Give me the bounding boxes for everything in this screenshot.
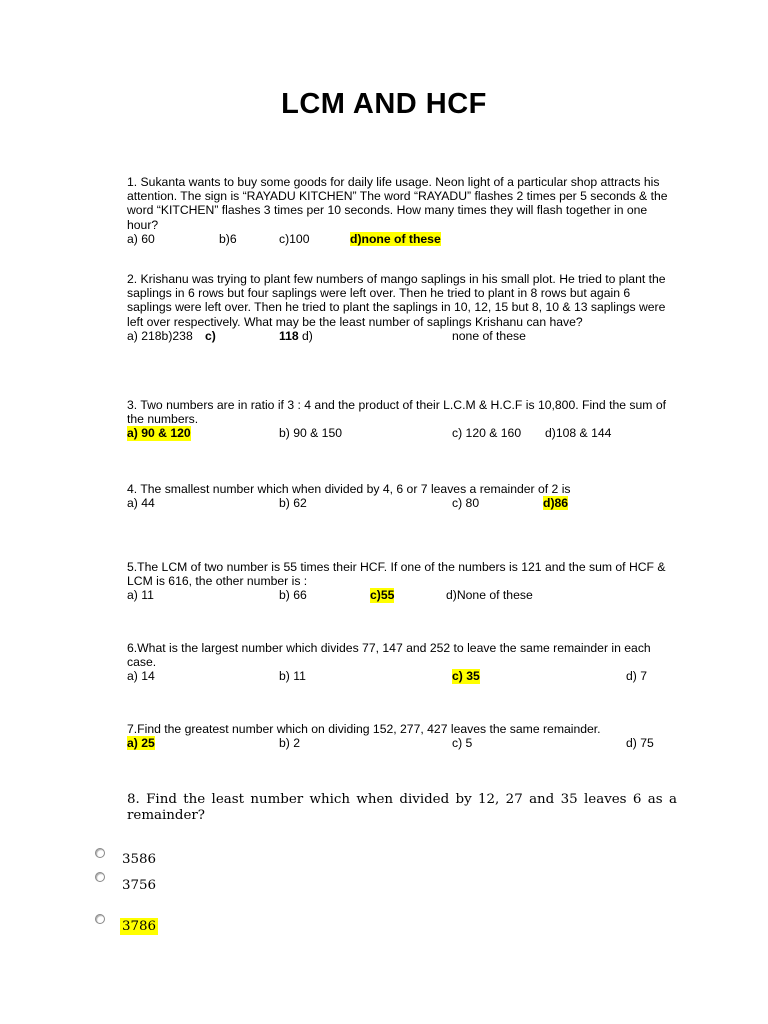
option-c: c)100 <box>279 231 310 246</box>
option-b: b) 90 & 150 <box>279 426 343 441</box>
option-a-b: a) 218b)238 <box>127 328 193 343</box>
question-7-options <box>127 736 677 751</box>
option-a: a) 60 <box>127 231 155 246</box>
option-d-label: d) <box>302 328 313 343</box>
option-d: d) 75 <box>626 736 654 751</box>
option-b: b) 66 <box>279 588 307 603</box>
option-d-answer: d)none of these <box>350 231 441 246</box>
option-2-label: 3756 <box>122 878 157 893</box>
option-a: a) 11 <box>127 588 154 603</box>
question-7-text: 7.Find the greatest number which on dividing 152, 277, 427 leaves the same remainder. <box>127 722 601 736</box>
question-8-text: 8. Find the least number which when divided by 12, 27 and 35 leaves 6 as a remainder? <box>127 792 677 823</box>
option-d-answer: d)86 <box>543 496 569 511</box>
question-6 <box>127 641 677 684</box>
option-d: d) 7 <box>626 669 648 684</box>
question-3-options <box>127 426 677 441</box>
radio-option-3[interactable] <box>95 914 105 924</box>
option-b: b)6 <box>219 231 237 246</box>
radio-option-1[interactable] <box>95 848 105 858</box>
question-4-options <box>127 496 677 511</box>
question-5-options <box>127 588 677 603</box>
option-c: c) 5 <box>452 736 473 751</box>
option-a: a) 14 <box>127 669 155 684</box>
option-a: a) 44 <box>127 496 155 511</box>
question-6-text: 6.What is the largest number which divides 77, 147 and 252 to leave the same remainder in each case. <box>127 641 651 670</box>
question-7 <box>127 722 677 751</box>
radio-option-2[interactable] <box>95 872 105 882</box>
option-d: d)108 & 144 <box>545 426 612 441</box>
question-2-text: 2. Krishanu was trying to plant few numbers of mango saplings in his small plot. He tried to plant the saplings in 6 rows but four saplings were left over. Then he tried to plant in 8 rows but again 6 saplings were left over. Then he tried to plant the saplings in 10, 12, 15 but 8, 10 & 13 saplings were left over respectively. What may be the least number of saplings Krishanu can have? <box>127 272 666 329</box>
question-5-text: 5.The LCM of two number is 55 times their HCF. If one of the numbers is 121 and the sum of HCF & LCM is 616, the other number is : <box>127 560 666 589</box>
page-title: LCM AND HCF <box>281 88 487 120</box>
option-d: d)None of these <box>446 588 533 603</box>
option-c-label: c) <box>205 328 216 343</box>
question-3-text: 3. Two numbers are in ratio if 3 : 4 and the product of their L.C.M & H.C.F is 10,800. Find the sum of the numbers. <box>127 398 666 427</box>
question-4 <box>127 482 677 511</box>
option-d-text: none of these <box>452 328 526 343</box>
question-1-options <box>127 232 677 247</box>
option-c: c) 120 & 160 <box>452 426 522 441</box>
question-1 <box>127 175 677 247</box>
option-a-answer: a) 25 <box>127 736 155 751</box>
option-b: b) 11 <box>279 669 306 684</box>
question-2 <box>127 272 677 344</box>
option-b: b) 2 <box>279 736 301 751</box>
option-c: c) 80 <box>452 496 480 511</box>
option-1-label: 3586 <box>122 852 157 867</box>
question-3 <box>127 398 677 441</box>
question-2-options <box>127 329 677 344</box>
question-4-text: 4. The smallest number which when divided by 4, 6 or 7 leaves a remainder of 2 is <box>127 482 571 496</box>
question-5 <box>127 560 677 603</box>
question-1-text: 1. Sukanta wants to buy some goods for daily life usage. Neon light of a particular shop attracts his attention. The sign is “RAYADU KITCHEN” The word “RAYADU” flashes 2 times per 5 seconds & the word “KITCHEN” flashes 3 times per 10 seconds. How many times they will flash together in one hour? <box>127 175 668 232</box>
option-c-answer: 118 <box>279 328 299 343</box>
option-b: b) 62 <box>279 496 307 511</box>
option-3-label-answer: 3786 <box>122 919 157 934</box>
option-c-answer: c) 35 <box>452 669 480 684</box>
option-a-answer: a) 90 & 120 <box>127 426 191 441</box>
option-c-answer: c)55 <box>370 588 395 603</box>
question-6-options <box>127 669 677 684</box>
